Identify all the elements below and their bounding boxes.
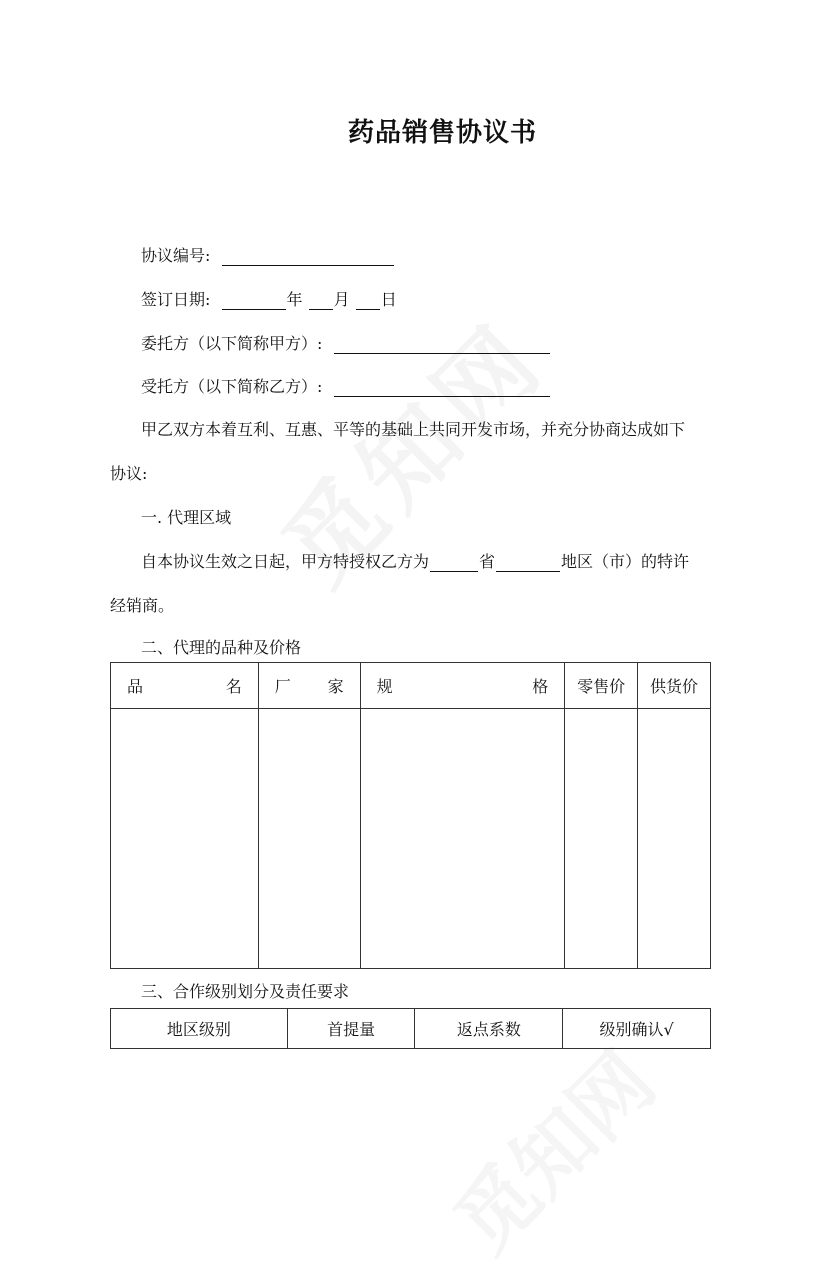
section1-text-line2: 经销商。 xyxy=(110,596,175,615)
party-a-row xyxy=(141,331,551,354)
col-rebate-factor: 返点系数 xyxy=(415,1009,563,1049)
cooperation-level-table xyxy=(110,1008,711,1049)
table-header-row xyxy=(111,1009,711,1049)
intro-line-1: 甲乙双方本着互利、互惠、平等的基础上共同开发市场，并充分协商达成如下 xyxy=(141,420,686,439)
col-initial-quantity: 首提量 xyxy=(287,1009,415,1049)
col-retail-price: 零售价 xyxy=(565,663,638,709)
col-manufacturer: 厂 家 xyxy=(258,663,360,709)
party-b-row xyxy=(141,374,551,397)
party-a-label: 委托方（以下简称甲方）: xyxy=(141,334,323,353)
section3-heading: 三、合作级别划分及责任要求 xyxy=(141,982,350,1001)
table-header-row xyxy=(111,663,711,709)
table-row xyxy=(111,709,711,969)
intro-line-2: 协议: xyxy=(110,464,148,483)
section1-text-a: 自本协议生效之日起，甲方特授权乙方为 xyxy=(141,552,430,571)
watermark-bottom xyxy=(424,1022,675,1273)
cell-product-name[interactable] xyxy=(111,709,259,969)
cell-specification[interactable] xyxy=(360,709,565,969)
section1-text xyxy=(141,549,689,572)
month-label: 月 xyxy=(333,290,350,309)
col-specification: 规 格 xyxy=(360,663,565,709)
year-label: 年 xyxy=(286,290,303,309)
region-label: 地区（市）的特许 xyxy=(561,552,690,571)
col-supply-price: 供货价 xyxy=(638,663,711,709)
party-b-blank[interactable] xyxy=(334,378,550,397)
col-product-name: 品 名 xyxy=(111,663,259,709)
cell-supply-price[interactable] xyxy=(638,709,711,969)
product-price-table xyxy=(110,662,711,969)
agreement-number-row xyxy=(141,243,395,266)
party-a-blank[interactable] xyxy=(334,335,550,354)
section2-heading: 二、代理的品种及价格 xyxy=(141,638,302,657)
month-blank[interactable] xyxy=(309,291,333,310)
day-blank[interactable] xyxy=(356,291,380,310)
col-level-confirm: 级别确认√ xyxy=(563,1009,711,1049)
cell-manufacturer[interactable] xyxy=(258,709,360,969)
section1-heading: 一. 代理区域 xyxy=(141,508,232,527)
year-blank[interactable] xyxy=(222,291,286,310)
agreement-number-label: 协议编号: xyxy=(141,246,211,265)
document-title: 药品销售协议书 xyxy=(347,118,537,148)
agreement-number-blank[interactable] xyxy=(222,247,394,266)
region-blank[interactable] xyxy=(496,553,560,572)
sign-date-row xyxy=(141,287,397,310)
col-region-level: 地区级别 xyxy=(111,1009,288,1049)
province-blank[interactable] xyxy=(430,553,478,572)
party-b-label: 受托方（以下简称乙方）: xyxy=(141,377,323,396)
cell-retail-price[interactable] xyxy=(565,709,638,969)
province-label: 省 xyxy=(479,552,496,571)
sign-date-label: 签订日期: xyxy=(141,290,211,309)
day-label: 日 xyxy=(380,290,397,309)
